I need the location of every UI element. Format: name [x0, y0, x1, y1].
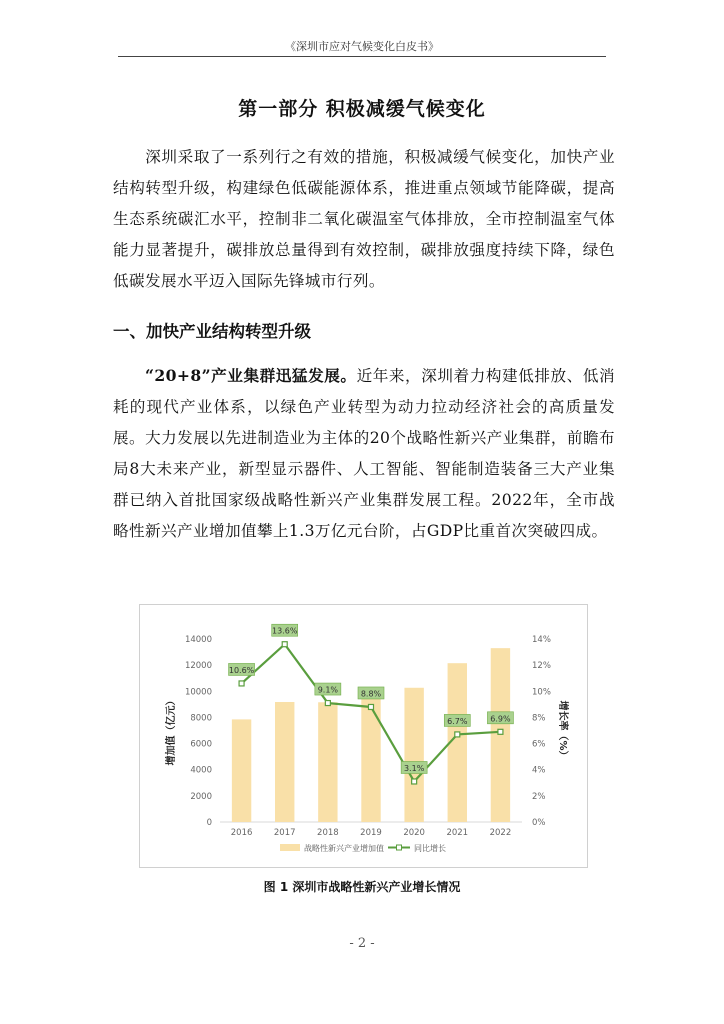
y2-tick-label: 12%	[532, 661, 551, 672]
line-point	[455, 732, 460, 737]
y-tick-label: 10000	[184, 687, 212, 698]
line-point	[239, 681, 244, 686]
y-tick-label: 6000	[190, 739, 212, 750]
page-number: - 2 -	[349, 936, 375, 951]
data-label: 3.1%	[403, 763, 425, 773]
line-point	[282, 642, 287, 647]
page-title: 第一部分 积极减缓气候变化	[238, 98, 486, 120]
y2-tick-label: 14%	[532, 635, 551, 645]
x-tick-label: 2016	[230, 828, 253, 838]
bar	[404, 688, 423, 822]
data-label: 9.1%	[317, 685, 339, 695]
x-tick-label: 2022	[489, 828, 512, 838]
y-tick-label: 2000	[190, 791, 212, 802]
bar	[491, 648, 510, 822]
x-tick-label: 2020	[403, 828, 425, 838]
intro-text: 深圳采取了一系列行之有效的措施，积极减缓气候变化，加快产业结构转型升级，构建绿色低碳能源体系，推进重点领域节能降碳，提高生态系统碳汇水平，控制非二氧化碳温室气体排放，全市控制温室气体能力显著提升，碳排放总量得到有效控制，碳排放强度持续下降，绿色低碳发展水平迈入国际先锋城市行列。	[113, 148, 615, 290]
chart-container	[139, 604, 588, 868]
line-point	[412, 779, 417, 784]
y2-tick-label: 6%	[532, 739, 546, 750]
x-tick-label: 2021	[446, 828, 469, 838]
data-label: 8.8%	[360, 689, 382, 699]
y2-tick-label: 2%	[532, 791, 546, 802]
y2-tick-label: 0%	[532, 818, 546, 828]
x-tick-label: 2019	[360, 828, 382, 838]
data-label: 6.9%	[490, 714, 511, 724]
running-header: 《深圳市应对气候变化白皮书》	[285, 40, 439, 53]
y2-axis-title: 增长率（%）	[557, 700, 568, 761]
growth-chart	[140, 605, 587, 867]
y2-tick-label: 8%	[532, 713, 546, 724]
legend-swatch-marker	[397, 845, 402, 850]
y2-tick-label: 4%	[532, 765, 546, 776]
y-tick-label: 14000	[184, 635, 212, 645]
paragraph-text: 近年来，深圳着力构建低排放、低消耗的现代产业体系，以绿色产业转型为动力拉动经济社会的高质量发展。大力发展以先进制造业为主体的20个战略性新兴产业集群，前瞻布局8大未来产业，新型显示器件、人工智能、智能制造装备三大产业集群已纳入首批国家级战略性新兴产业集群发展工程。2022年，全市战略性新兴产业增加值攀上1.3万亿元台阶，占GDP比重首次突破四成。	[113, 367, 615, 540]
y2-tick-label: 10%	[532, 687, 551, 698]
data-label: 13.6%	[272, 626, 298, 636]
section-heading: 一、加快产业结构转型升级	[113, 322, 311, 341]
bar	[275, 702, 294, 822]
intro-paragraph	[113, 142, 615, 297]
x-tick-label: 2018	[317, 828, 339, 838]
y-tick-label: 4000	[190, 765, 212, 776]
figure-caption: 图 1 深圳市战略性新兴产业增长情况	[263, 880, 461, 894]
legend-label: 同比增长	[414, 844, 446, 853]
data-label: 10.6%	[228, 665, 255, 675]
y-tick-label: 12000	[184, 661, 212, 672]
header-divider	[118, 56, 606, 57]
legend-swatch-bar	[280, 844, 300, 851]
legend-label: 战略性新兴产业增加值	[304, 844, 384, 853]
paragraph-lead: “20+8”产业集群迅猛发展。	[145, 366, 357, 385]
bar	[232, 719, 251, 822]
y-tick-label: 0	[206, 818, 212, 828]
y-axis-title: 增加值（亿元）	[166, 695, 177, 766]
line-point	[325, 701, 330, 706]
line-point	[498, 729, 503, 734]
line-point	[369, 704, 374, 709]
body-paragraph	[113, 360, 615, 547]
data-label: 6.7%	[447, 716, 468, 726]
y-tick-label: 8000	[190, 713, 212, 724]
bar	[318, 702, 337, 822]
x-tick-label: 2017	[273, 828, 296, 838]
